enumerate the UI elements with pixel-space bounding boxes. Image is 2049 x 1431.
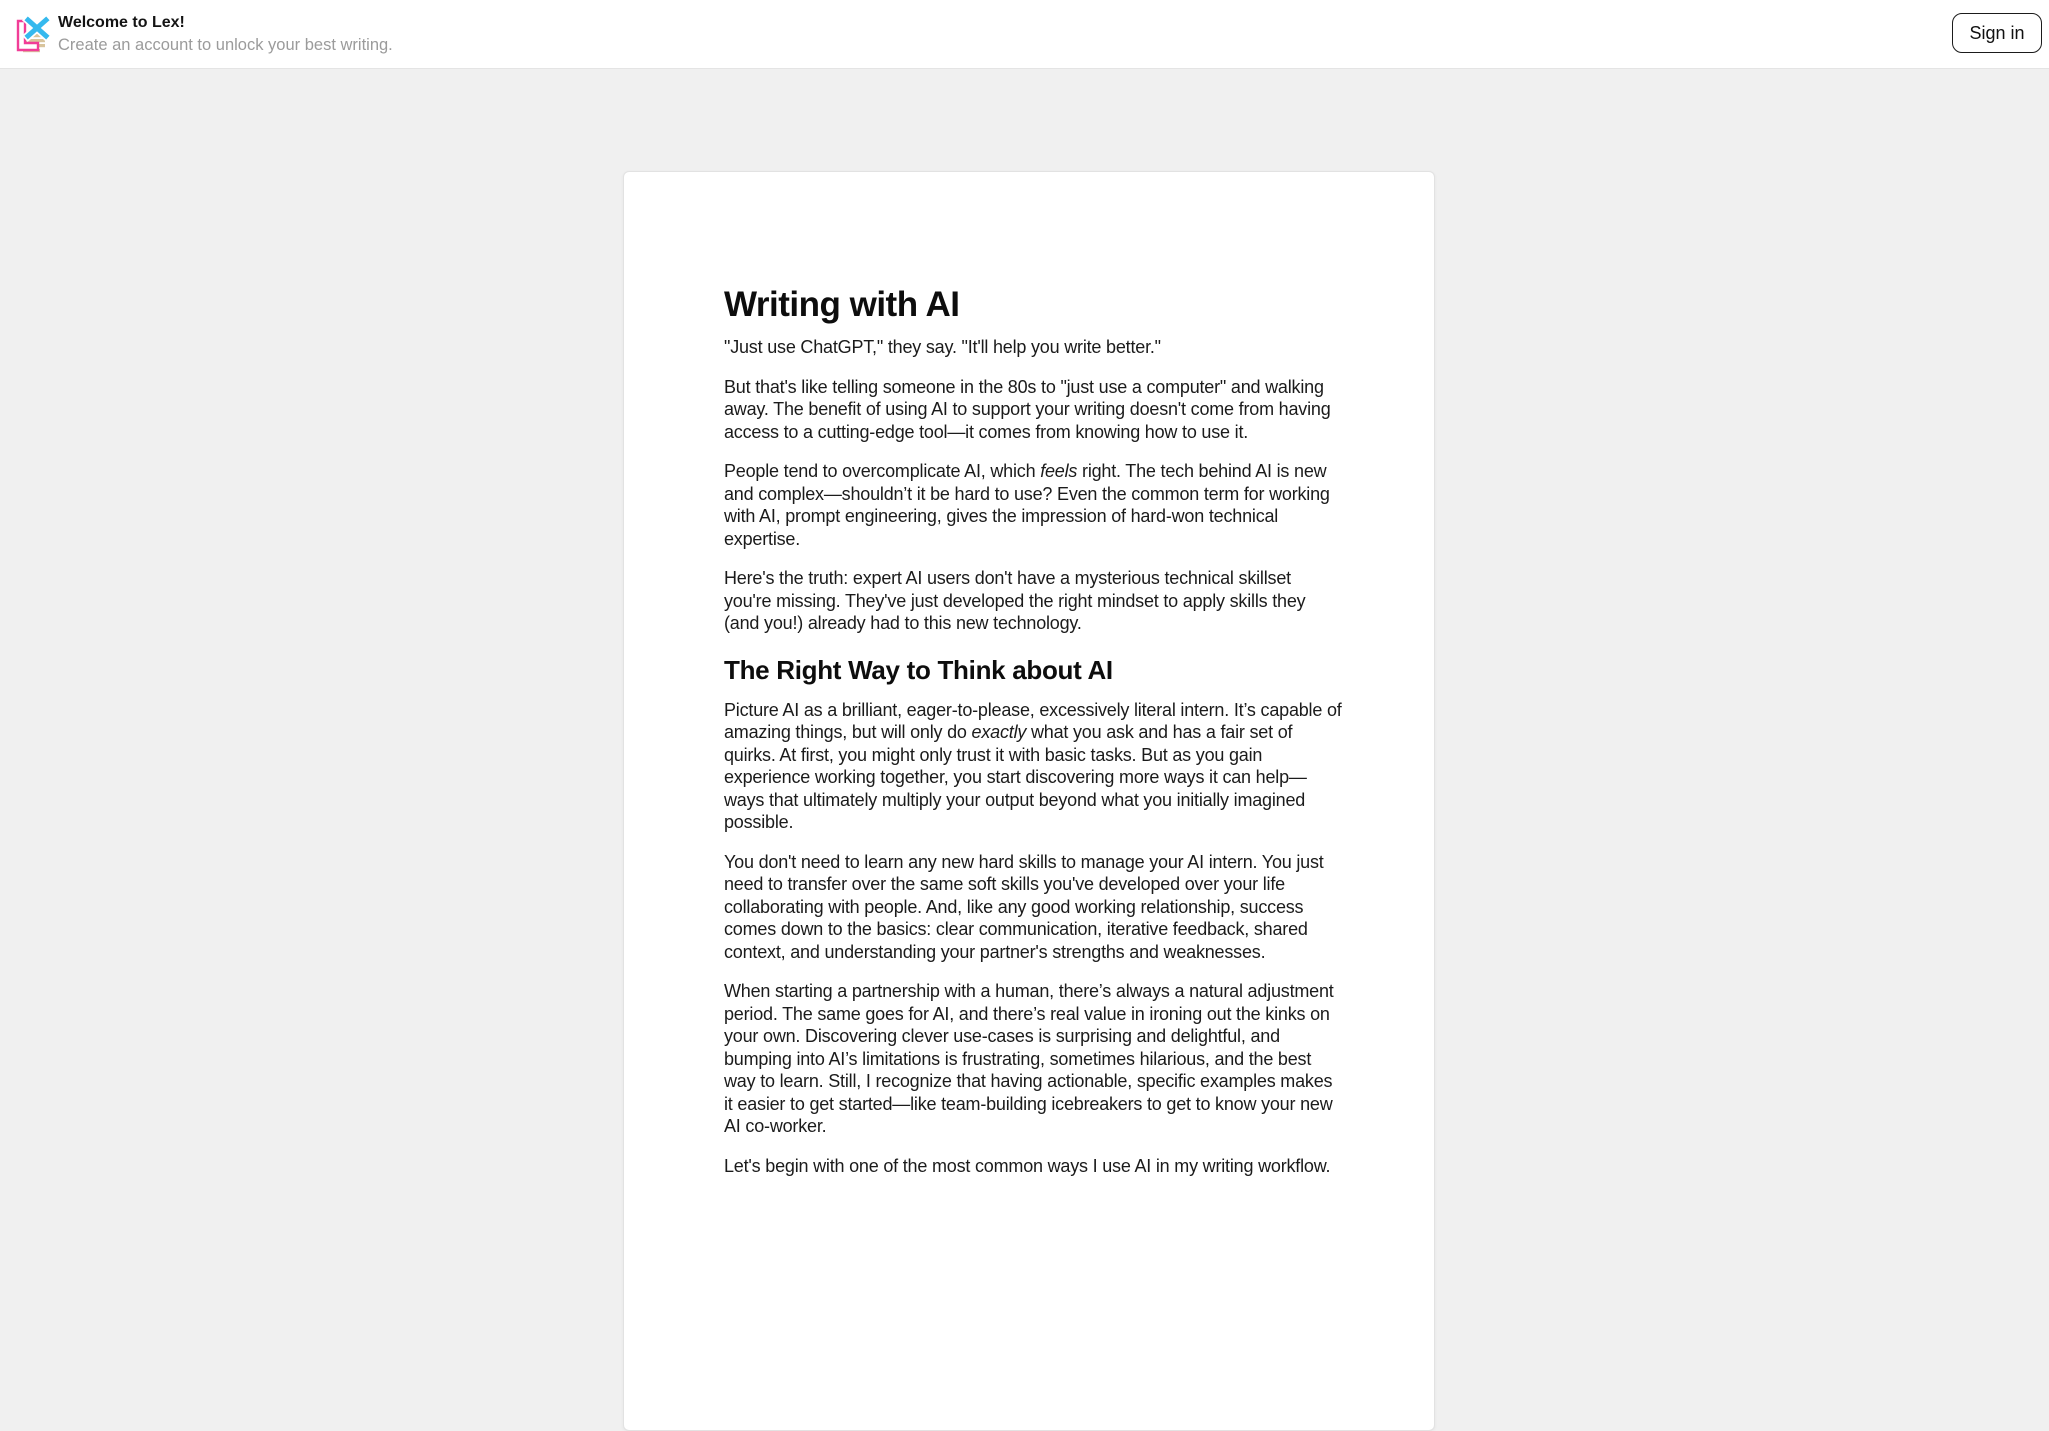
welcome-block xyxy=(58,13,393,55)
paragraph: Picture AI as a brilliant, eager-to-please, excessively literal intern. It’s capable of amazing things, but will only do exactly what you ask and has a fair set of quirks. At first, you might only trust it with basic tasks. But as you gain experience working together, you start discovering more ways it can help—ways that ultimately multiply your output beyond what you initially imagined possible. xyxy=(724,699,1342,832)
paragraph: When starting a partnership with a human, there’s always a natural adjustment period. The same goes for AI, and there’s real value in ironing out the kinks on your own. Discovering clever use-cases is surprising and delightful, and bumping into AI’s limitations is frustrating, sometimes hilarious, and the best way to learn. Still, I recognize that having actionable, specific examples makes it easier to get started—like team-building icebreakers to get to know your new AI co-worker. xyxy=(724,981,1334,1136)
sign-in-button[interactable]: Sign in xyxy=(1952,13,2042,53)
paragraph: You don't need to learn any new hard skills to manage your AI intern. You just need to transfer over the same soft skills you've developed over your life collaborating with people. And, like any good working relationship, success comes down to the basics: clear communication, iterative feedback, shared context, and understanding your partner's strengths and weaknesses. xyxy=(724,851,1324,962)
top-bar xyxy=(0,0,2049,69)
document-title: Writing with AI xyxy=(724,285,960,324)
welcome-subtitle: Create an account to unlock your best writing. xyxy=(58,36,393,54)
paragraph: People tend to overcomplicate AI, which feels right. The tech behind AI is new and complex—shouldn’t it be hard to use? Even the common term for working with AI, prompt engineering, gives the impression of hard-won technical expertise. xyxy=(724,461,1330,549)
document-subtitle: "Just use ChatGPT," they say. "It'll help you write better." xyxy=(724,337,1161,357)
section-heading: The Right Way to Think about AI xyxy=(724,654,1113,685)
article-body xyxy=(724,284,1342,1177)
lex-logo-icon[interactable] xyxy=(14,11,52,55)
welcome-title: Welcome to Lex! xyxy=(58,14,185,31)
paragraph: Here's the truth: expert AI users don't have a mysterious technical skillset you're missing. They've just developed the right mindset to apply skills they (and you!) already had to this new technology. xyxy=(724,568,1306,633)
paragraph: Let's begin with one of the most common ways I use AI in my writing workflow. xyxy=(724,1155,1331,1176)
paragraph: But that's like telling someone in the 80s to "just use a computer" and walking away. The benefit of using AI to support your writing doesn't come from having access to a cutting-edge tool—it comes from knowing how to use it. xyxy=(724,376,1331,442)
document-card xyxy=(623,171,1435,1431)
